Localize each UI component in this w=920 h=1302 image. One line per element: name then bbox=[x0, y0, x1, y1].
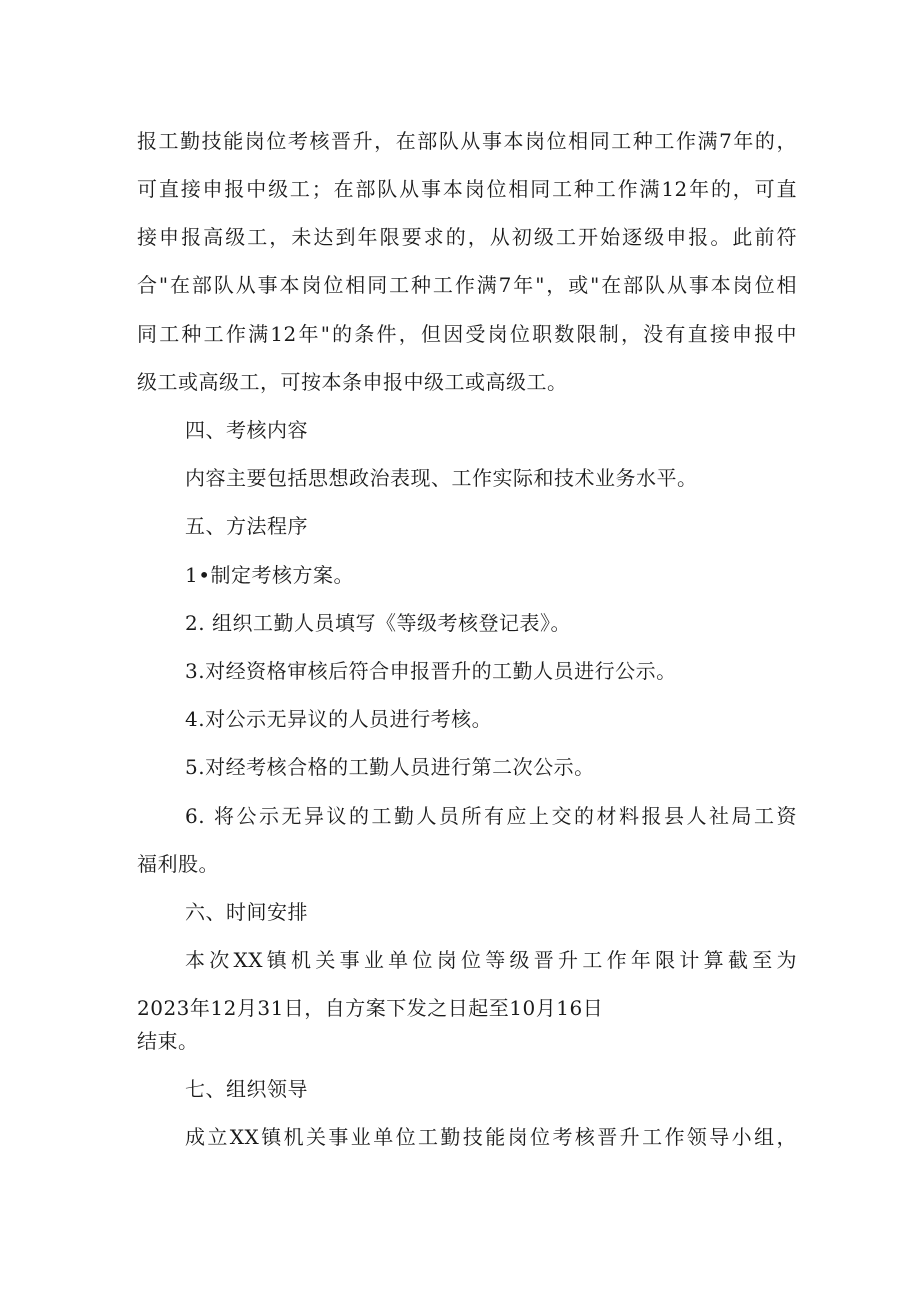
paragraph-line: 可直接申报中级工；在部队从事本岗位相同工种工作满12年的，可直 bbox=[137, 177, 797, 201]
section-heading: 五、方法程序 bbox=[185, 514, 308, 538]
paragraph-line: 结束。 bbox=[137, 1029, 199, 1053]
section-heading: 四、考核内容 bbox=[185, 418, 308, 442]
paragraph-line: 接申报高级工，未达到年限要求的，从初级工开始逐级申报。此前符 bbox=[137, 225, 797, 249]
list-item: 2. 组织工勤人员填写《等级考核登记表》。 bbox=[185, 611, 571, 635]
section-heading: 七、组织领导 bbox=[185, 1077, 308, 1101]
list-item-continuation: 福利股。 bbox=[137, 852, 219, 876]
list-item: 1•制定考核方案。 bbox=[185, 563, 355, 587]
paragraph-line: 内容主要包括思想政治表现、工作实际和技术业务水平。 bbox=[185, 466, 698, 490]
list-item: 4.对公示无异议的人员进行考核。 bbox=[185, 707, 493, 731]
section-heading: 六、时间安排 bbox=[185, 900, 308, 924]
paragraph-line: 同工种工作满12年"的条件，但因受岗位职数限制，没有直接申报中 bbox=[137, 322, 797, 346]
paragraph-line: 报工勤技能岗位考核晋升，在部队从事本岗位相同工种工作满7年的， bbox=[137, 129, 797, 153]
paragraph-line: 成立XX镇机关事业单位工勤技能岗位考核晋升工作领导小组， bbox=[185, 1125, 797, 1149]
paragraph-line: 2023年12月31日，自方案下发之日起至10月16日 bbox=[137, 996, 604, 1020]
paragraph-line: 合"在部队从事本岗位相同工种工作满7年"，或"在部队从事本岗位相 bbox=[137, 273, 797, 297]
list-item: 3.对经资格审核后符合申报晋升的工勤人员进行公示。 bbox=[185, 659, 677, 683]
paragraph-line: 本次XX镇机关事业单位岗位等级晋升工作年限计算截至为 bbox=[185, 948, 797, 972]
paragraph-line: 级工或高级工，可按本条申报中级工或高级工。 bbox=[137, 370, 568, 394]
list-item: 6. 将公示无异议的工勤人员所有应上交的材料报县人社局工资 bbox=[185, 804, 797, 828]
list-item: 5.对经考核合格的工勤人员进行第二次公示。 bbox=[185, 755, 595, 779]
